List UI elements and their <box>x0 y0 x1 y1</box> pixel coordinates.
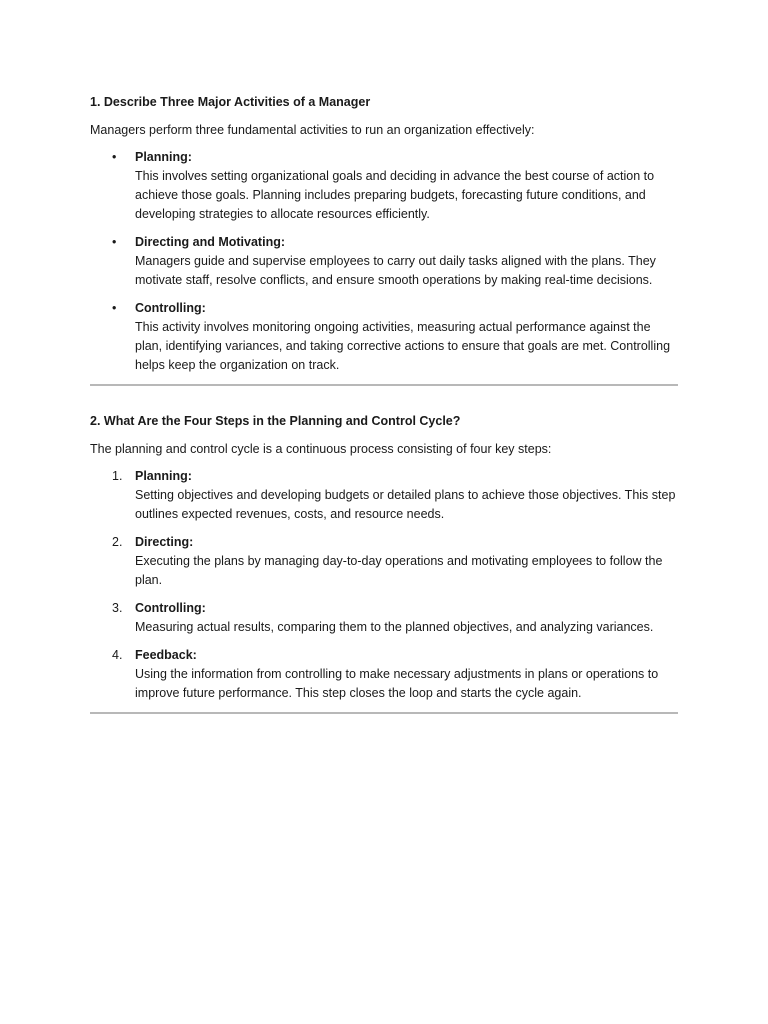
bullet-marker: • <box>112 235 117 249</box>
bullet-marker: • <box>112 301 117 315</box>
document-page <box>90 93 678 714</box>
section-manager-activities <box>90 93 678 386</box>
item-title: Directing: <box>135 535 194 549</box>
list-item <box>90 646 678 703</box>
item-number: 1. <box>112 469 123 483</box>
item-body: Using the information from controlling to make necessary adjustments in plans or operations to improve future performance. This step closes the loop and starts the cycle again. <box>135 667 659 700</box>
item-title: Planning: <box>135 469 192 483</box>
item-body: This activity involves monitoring ongoing activities, measuring actual performance against the plan, identifying variances, and taking corrective actions to ensure that goals are met. Controlling helps keep the organization on track. <box>135 320 671 372</box>
section-intro: The planning and control cycle is a continuous process consisting of four key steps: <box>90 442 552 456</box>
item-title: Controlling: <box>135 601 206 615</box>
horizontal-divider <box>90 384 678 386</box>
item-number: 2. <box>112 535 123 549</box>
section-intro: Managers perform three fundamental activities to run an organization effectively: <box>90 123 535 137</box>
list-item <box>90 299 678 375</box>
horizontal-divider <box>90 712 678 714</box>
item-title: Controlling: <box>135 301 206 315</box>
item-number: 3. <box>112 601 123 615</box>
item-number: 4. <box>112 648 123 662</box>
item-body: Setting objectives and developing budgets or detailed plans to achieve those objectives. This step outlines expected revenues, costs, and resource needs. <box>135 488 676 521</box>
item-body: This involves setting organizational goals and deciding in advance the best course of action to achieve those goals. Planning includes preparing budgets, forecasting future conditions, and developing strategies to allocate resources efficiently. <box>135 169 655 221</box>
item-title: Directing and Motivating: <box>135 235 285 249</box>
list-item <box>90 233 678 290</box>
item-title: Feedback: <box>135 648 197 662</box>
list-item <box>90 599 678 637</box>
list-item <box>90 467 678 524</box>
section-heading: 1. Describe Three Major Activities of a Manager <box>90 95 371 109</box>
item-body: Measuring actual results, comparing them to the planned objectives, and analyzing variances. <box>135 620 654 634</box>
item-body: Executing the plans by managing day-to-day operations and motivating employees to follow the plan. <box>135 554 663 587</box>
bullet-list <box>90 148 678 375</box>
numbered-list <box>90 467 678 703</box>
section-planning-control-cycle <box>90 412 678 714</box>
item-body: Managers guide and supervise employees to carry out daily tasks aligned with the plans. They motivate staff, resolve conflicts, and ensure smooth operations by making real-time decisions. <box>135 254 656 287</box>
list-item <box>90 533 678 590</box>
bullet-marker: • <box>112 150 117 164</box>
section-heading: 2. What Are the Four Steps in the Planning and Control Cycle? <box>90 414 461 428</box>
list-item <box>90 148 678 224</box>
item-title: Planning: <box>135 150 192 164</box>
